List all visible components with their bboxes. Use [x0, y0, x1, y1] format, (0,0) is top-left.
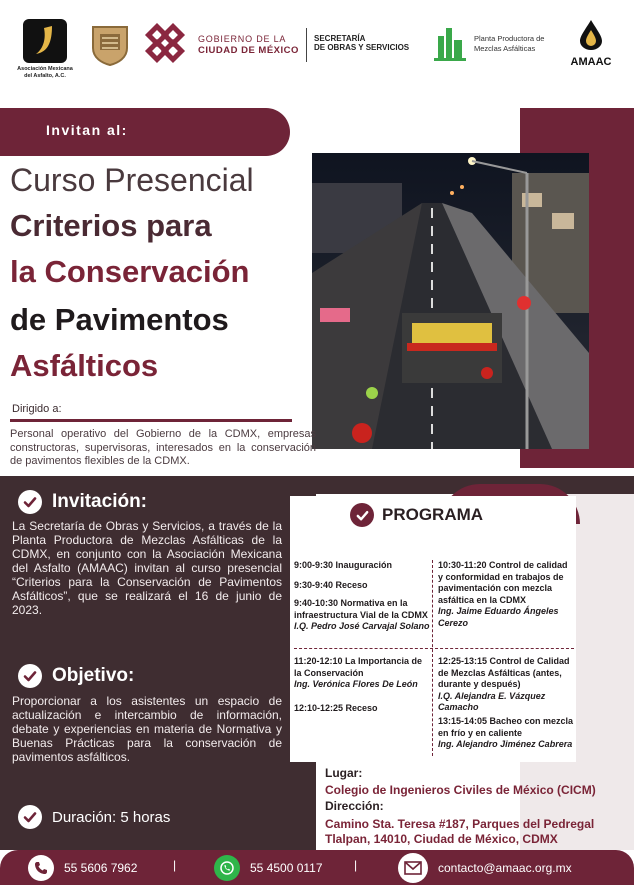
invitacion-text: La Secretaría de Obras y Servicios, a través de la Planta Productora de Mezclas Asfálticas de la CDMX, en conjunto con la Asociación Mexicana del Asfalto (AMAAC) invitan al curso presencial “Criterios para la Conservación de Pavimentos Asfálticos”, que se realizará el 16 de junio de 2023.	[12, 519, 282, 617]
title-line-1: Curso Presencial	[10, 162, 254, 198]
program-item	[294, 580, 428, 592]
check-icon	[18, 664, 42, 688]
gob-line2: CIUDAD DE MÉXICO	[198, 45, 299, 56]
program-item-text: 10:30-11:20 Control de calidad y conformidad en trabajos de pavimentación con mezcla asfáltica en la CDMX	[438, 560, 568, 605]
objetivo-heading-text: Objetivo:	[52, 665, 135, 686]
invitan-label: Invitan al:	[46, 122, 128, 138]
secretaria-line2: DE OBRAS Y SERVICIOS	[314, 43, 410, 52]
mail-icon	[398, 853, 428, 883]
direccion-label: Dirección:	[325, 799, 384, 813]
amaac-left-text: Asociación Mexicana del Asfalto, A.C.	[17, 66, 73, 79]
program-item	[294, 598, 430, 633]
whatsapp-contact[interactable]	[214, 850, 323, 885]
program-item-text: 13:15-14:05 Bacheo con mezcla en frío y en caliente	[438, 716, 574, 738]
invitacion-heading-text: Invitación:	[52, 491, 148, 512]
program-item	[294, 703, 428, 715]
amaac-right-text: AMAAC	[570, 56, 612, 68]
drop-icon	[577, 18, 605, 50]
program-item	[438, 560, 574, 629]
program-speaker: I.Q. Pedro José Carvajal Solano	[294, 621, 430, 631]
phone-contact[interactable]	[28, 850, 137, 885]
program-item	[294, 656, 428, 691]
amaac-emblem-icon	[22, 18, 68, 64]
program-item	[438, 656, 574, 714]
logo-strip	[0, 0, 634, 92]
phone-number[interactable]: 55 5606 7962	[64, 860, 138, 875]
program-item-text: 12:10-12:25 Receso	[294, 703, 378, 713]
cdmx-shield-logo	[90, 24, 130, 71]
whatsapp-icon	[214, 855, 240, 881]
secretaria-logo-text	[314, 34, 409, 52]
planta-logo	[432, 22, 545, 68]
email-address[interactable]: contacto@amaac.org.mx	[438, 860, 572, 875]
program-item-text: 9:40-10:30 Normativa en la infraestructura Vial de la CDMX	[294, 598, 428, 620]
phone-icon	[28, 855, 54, 881]
amaac-logo-left	[14, 18, 76, 80]
night-road-illustration	[312, 153, 589, 449]
footer-separator: |	[354, 858, 358, 872]
audience-label: Dirigido a:	[12, 403, 62, 415]
email-contact[interactable]	[398, 850, 572, 885]
objetivo-heading	[18, 664, 134, 688]
lugar-value: Colegio de Ingenieros Civiles de México (CICM)	[325, 783, 596, 797]
direccion-line-2: Tlalpan, 14010, Ciudad de México, CDMX	[325, 832, 558, 846]
cdmx-knot-icon	[142, 20, 188, 66]
secretaria-line1: SECRETARÍA	[314, 34, 366, 43]
gob-line1: GOBIERNO DE LA	[198, 34, 287, 44]
duracion-heading	[18, 805, 170, 829]
program-column-divider	[432, 560, 433, 756]
program-row-divider	[294, 648, 574, 649]
shield-icon	[90, 24, 130, 66]
paving-crew-photo	[312, 153, 589, 449]
footer-separator: |	[173, 858, 177, 872]
program-speaker: Ing. Verónica Flores De León	[294, 679, 418, 689]
program-title-text: PROGRAMA	[382, 505, 484, 524]
planta-line2: Mezclas Asfálticas	[474, 44, 536, 53]
check-icon	[18, 805, 42, 829]
title-line-5: Asfálticos	[10, 348, 159, 383]
invitan-band	[0, 108, 290, 156]
program-speaker: I.Q. Alejandra E. Vázquez Camacho	[438, 690, 546, 712]
logo-divider	[306, 28, 307, 62]
program-item-text: 11:20-12:10 La Importancia de la Conservación	[294, 656, 423, 678]
whatsapp-number[interactable]: 55 4500 0117	[250, 860, 323, 875]
program-item-text: 9:00-9:30 Inauguración	[294, 560, 393, 570]
program-speaker: Ing. Alejandro Jiménez Cabrera	[438, 739, 573, 749]
title-line-3: la Conservación	[10, 254, 250, 289]
program-title	[350, 503, 483, 527]
program-item-text: 9:30-9:40 Receso	[294, 580, 368, 590]
program-item	[294, 560, 428, 572]
check-icon	[18, 490, 42, 514]
planta-icon	[432, 22, 468, 64]
duracion-text: Duración: 5 horas	[52, 808, 171, 826]
program-speaker: Ing. Jaime Eduardo Ángeles Cerezo	[438, 606, 559, 628]
amaac-logo-right	[566, 18, 616, 78]
program-item-text: 12:25-13:15 Control de Calidad de Mezclas Asfálticas (antes, durante y después)	[438, 656, 570, 689]
lugar-label: Lugar:	[325, 766, 363, 780]
audience-text: Personal operativo del Gobierno de la CDMX, empresas constructoras, supervisoras, interesados en la conservación de pavimentos flexibles de la CDMX.	[10, 428, 316, 467]
check-icon	[350, 503, 374, 527]
invitacion-heading	[18, 490, 147, 514]
direccion-line-1: Camino Sta. Teresa #187, Parques del Pedregal	[325, 817, 595, 831]
gobierno-cdmx-logo	[142, 20, 302, 70]
title-line-4: de Pavimentos	[10, 302, 229, 337]
program-item	[438, 716, 576, 751]
objetivo-text: Proporcionar a los asistentes un espacio de actualización e intercambio de información, debate y experiencias en materia de Normativa y Buenas Prácticas para la conservación de pavimentos asfálticos.	[12, 694, 282, 764]
title-line-2: Criterios para	[10, 208, 212, 243]
planta-line1: Planta Productora de	[474, 34, 545, 43]
audience-rule	[10, 419, 292, 422]
